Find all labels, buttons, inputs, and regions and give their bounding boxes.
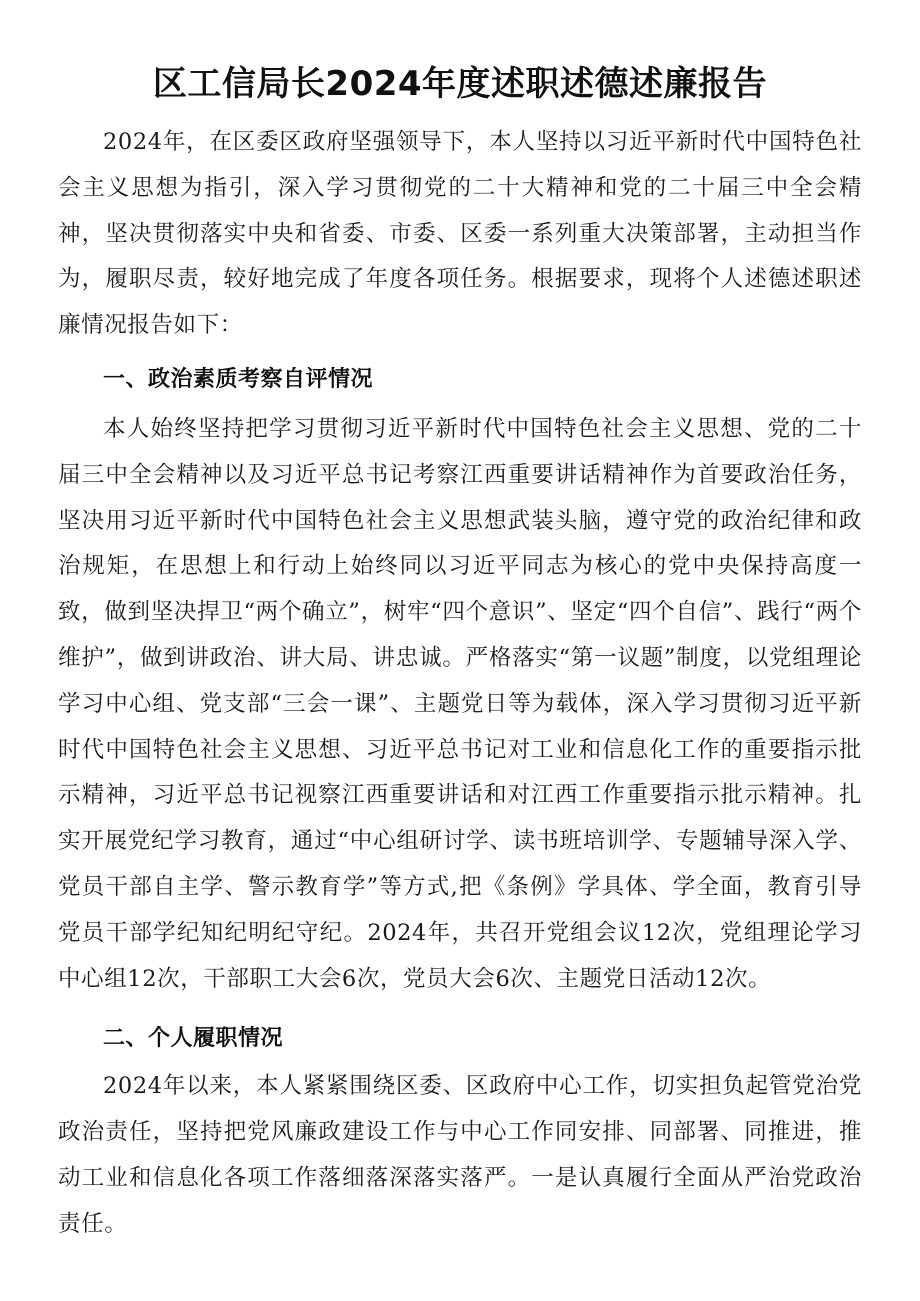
section-heading-duty-performance: 二、个人履职情况 <box>103 1026 284 1052</box>
section-heading-political-quality: 一、政治素质考察自评情况 <box>103 366 374 392</box>
document-title: 区工信局长2024年度述职述德述廉报告 <box>152 64 768 104</box>
intro-paragraph: 2024年，在区委区政府坚强领导下，本人坚持以习近平新时代中国特色社会主义思想为指引，深入学习贯彻党的二十大精神和党的二十届三中全会精神，坚决贯彻落实中央和省委、市委、区委一系列重大决策部署，主动担当作为，履职尽责，较好地完成了年度各项任务。根据要求，现将个人述德述职述廉情况报告如下： <box>58 129 862 339</box>
political-quality-paragraph: 本人始终坚持把学习贯彻习近平新时代中国特色社会主义思想、党的二十届三中全会精神以及习近平总书记考察江西重要讲话精神作为首要政治任务，坚决用习近平新时代中国特色社会主义思想武装头脑，遵守党的政治纪律和政治规矩，在思想上和行动上始终同以习近平同志为核心的党中央保持高度一致，做到坚决捍卫“两个确立”，树牢“四个意识”、坚定“四个自信”、践行“两个维护”，做到讲政治、讲大局、讲忠诚。严格落实“第一议题”制度，以党组理论学习中心组、党支部“三会一课”、主题党日等为载体，深入学习贯彻习近平新时代中国特色社会主义思想、习近平总书记对工业和信息化工作的重要指示批示精神，习近平总书记视察江西重要讲话和对江西工作重要指示批示精神。扎实开展党纪学习教育，通过“中心组研讨学、读书班培训学、专题辅导深入学、党员干部自主学、警示教育学”等方式,把《条例》学具体、学全面，教育引导党员干部学纪知纪明纪守纪。2024年，共召开党组会议12次，党组理论学习中心组12次，干部职工大会6次，党员大会6次、主题党日活动12次。 <box>58 415 862 992</box>
duty-performance-paragraph: 2024年以来，本人紧紧围绕区委、区政府中心工作，切实担负起管党治党政治责任，坚持把党风廉政建设工作与中心工作同安排、同部署、同推进，推动工业和信息化各项工作落细落深落实落严。一是认真履行全面从严治党政治责任。 <box>58 1073 862 1237</box>
